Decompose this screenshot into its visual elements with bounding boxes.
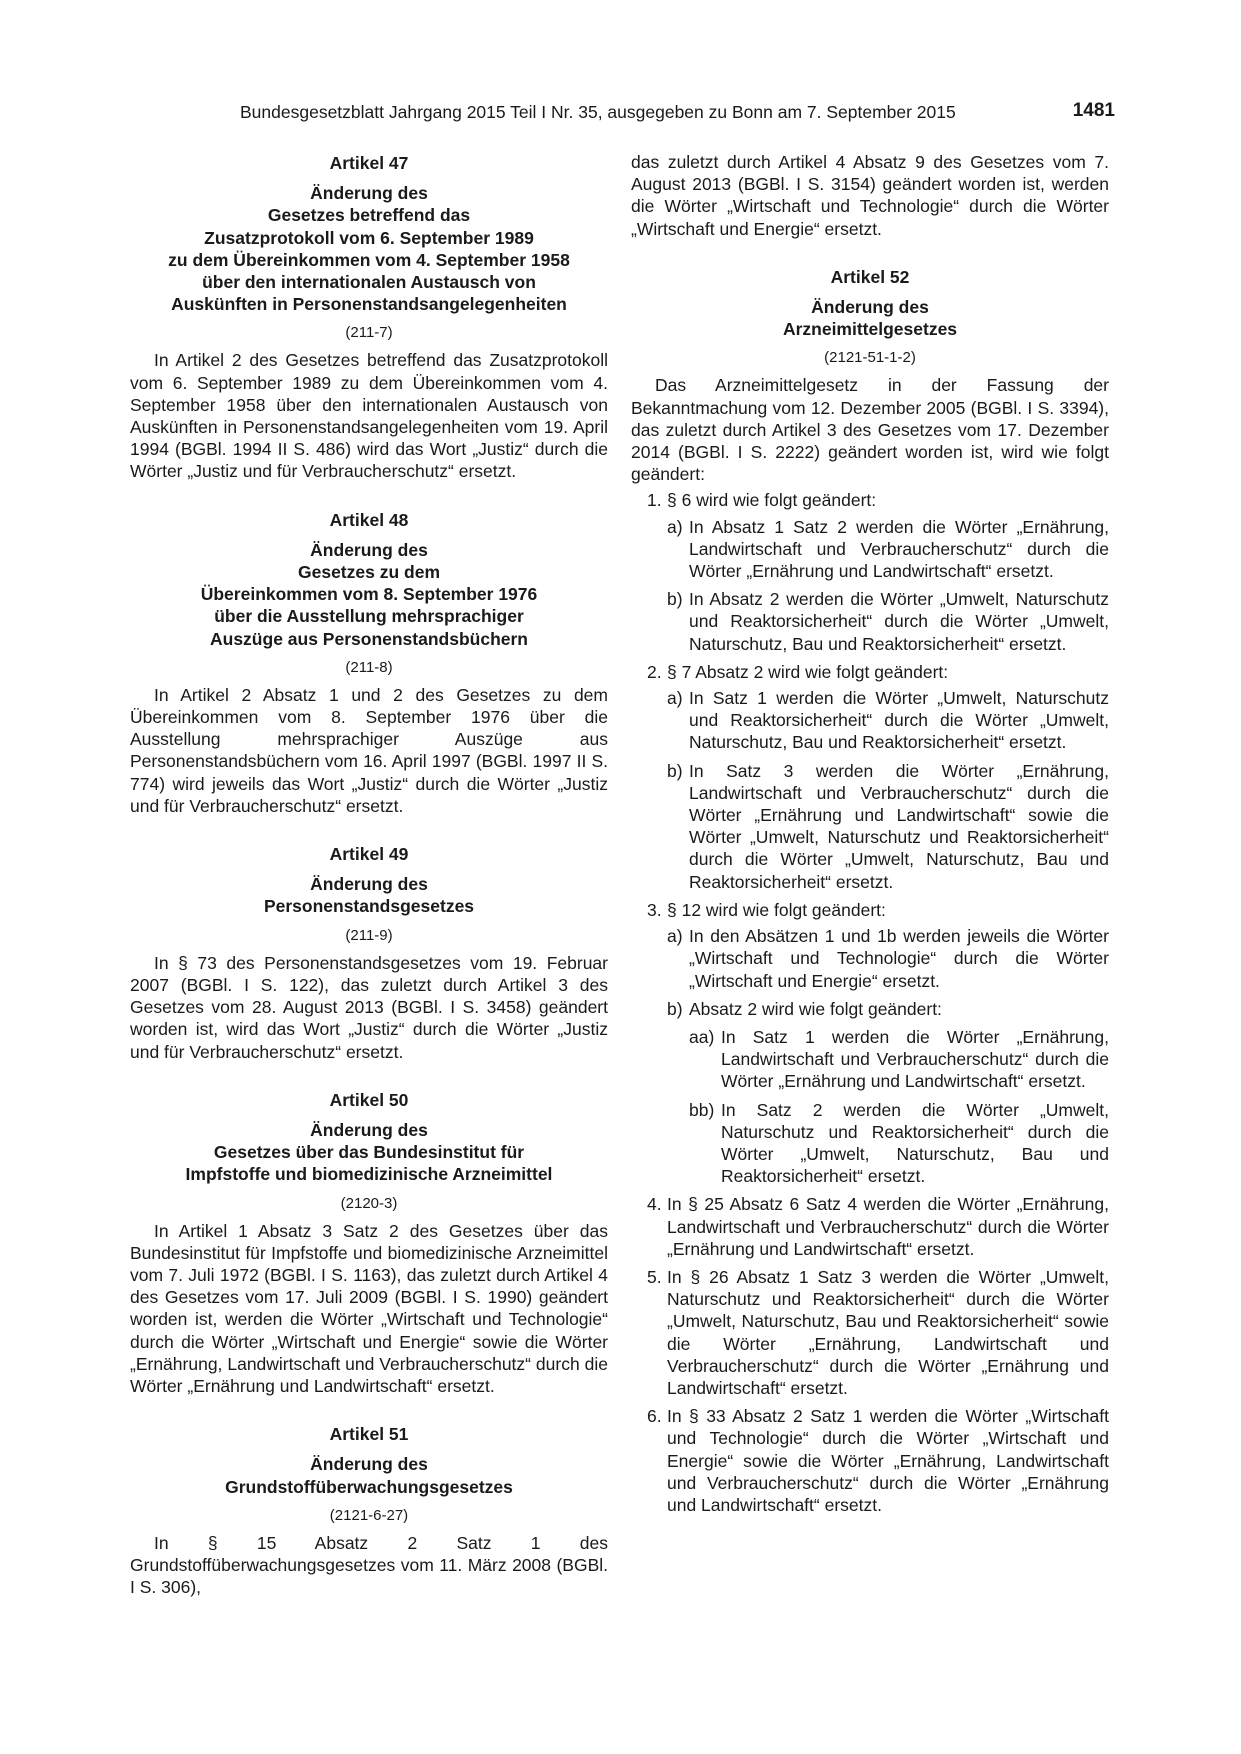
article-heading: Artikel 47 bbox=[329, 153, 409, 173]
title-line: Arzneimittelgesetzes bbox=[782, 319, 958, 340]
article-title bbox=[130, 182, 608, 315]
article-title bbox=[130, 1453, 608, 1497]
sub-item bbox=[631, 925, 1109, 992]
sub-sub-item-text: In Satz 1 werden die Wörter „Ernährung, Landwirtschaft und Verbraucherschutz“ durch die Wörter „Ernährung und Landwirtschaft“ ersetzt. bbox=[721, 1026, 1109, 1092]
classification-number: (211-8) bbox=[345, 658, 393, 676]
item-text: § 7 Absatz 2 wird wie folgt geändert: bbox=[667, 661, 949, 682]
title-line: Änderung des bbox=[811, 297, 929, 318]
list-item bbox=[631, 899, 1109, 1187]
title-line: Übereinkommen vom 8. September 1976 bbox=[200, 584, 538, 605]
title-line: zu dem Übereinkommen vom 4. September 1958 bbox=[168, 249, 570, 270]
title-line: Änderung des bbox=[310, 874, 428, 895]
article-title bbox=[130, 1119, 608, 1186]
sub-item-text: In Absatz 2 werden die Wörter „Umwelt, Naturschutz und Reaktorsicherheit“ durch die Wörter „Umwelt, Naturschutz, Bau und Reaktorsicherheit“ ersetzt. bbox=[689, 589, 1109, 654]
title-line: Grundstoffüberwachungsgesetzes bbox=[225, 1476, 513, 1497]
article-text: In Artikel 2 Absatz 1 und 2 des Gesetzes zu dem Übereinkommen vom 8. September 1976 über die Ausstellung mehrsprachiger Auszüge aus Personenstandsbüchern vom 16. April 1997 (BGBl. 1997 II S. 774) wird jeweils das Wort „Justiz“ durch die Wörter „Justiz und für Verbraucherschutz“ ersetzt. bbox=[130, 684, 608, 816]
sub-item-text: In Satz 3 werden die Wörter „Ernährung, Landwirtschaft und Verbraucherschutz“ durch die Wörter „Ernährung und Landwirtschaft“ sowie die Wörter „Umwelt, Naturschutz und Reaktorsicherheit“ durch die Wörter „Umwelt, Naturschutz, Bau und Reaktorsicherheit“ ersetzt. bbox=[689, 760, 1109, 892]
article-text: In § 73 des Personenstandsgesetzes vom 19. Februar 2007 (BGBl. I S. 122), das zuletzt durch Artikel 3 des Gesetzes vom 28. August 2013 (BGBl. I S. 3458) geändert worden ist, wird das Wort „Justiz“ durch die Wörter „Justiz und für Verbraucherschutz“ ersetzt. bbox=[130, 952, 608, 1062]
title-line: Änderung des bbox=[310, 1119, 428, 1140]
sub-item-text: In Absatz 1 Satz 2 werden die Wörter „Ernährung, Landwirtschaft und Verbraucherschutz“ durch die Wörter „Ernährung und Landwirtschaft“ ersetzt. bbox=[689, 516, 1109, 582]
article-51-continuation: das zuletzt durch Artikel 4 Absatz 9 des Gesetzes vom 7. August 2013 (BGBl. I S. 3154) geändert worden ist, werden die Wörter „Wirtschaft und Technologie“ durch die Wörter „Wirtschaft und Energie“ ersetzt. bbox=[631, 152, 1109, 239]
article-heading: Artikel 50 bbox=[329, 1089, 409, 1110]
sub-sub-item-marker: aa) bbox=[689, 1026, 715, 1047]
item-marker: 3. bbox=[647, 899, 662, 920]
article-title bbox=[130, 539, 608, 650]
sub-item-text: In Satz 1 werden die Wörter „Umwelt, Naturschutz und Reaktorsicherheit“ durch die Wörter „Umwelt, Naturschutz, Bau und Reaktorsicherheit“ ersetzt. bbox=[689, 688, 1109, 753]
title-line: Zusatzprotokoll vom 6. September 1989 bbox=[204, 227, 534, 248]
item-marker: 4. bbox=[647, 1194, 662, 1215]
sub-item bbox=[631, 588, 1109, 655]
sub-item bbox=[631, 760, 1109, 893]
title-line: Änderung des bbox=[310, 539, 428, 560]
article-48 bbox=[130, 509, 608, 817]
article-title bbox=[631, 296, 1109, 340]
article-heading: Artikel 51 bbox=[329, 1424, 409, 1445]
title-line: Auszüge aus Personenstandsbüchern bbox=[210, 628, 528, 649]
sub-sub-item bbox=[631, 1099, 1109, 1188]
amendment-list bbox=[631, 489, 1109, 1516]
item-text: § 6 wird wie folgt geändert: bbox=[667, 490, 877, 511]
sub-sub-item-marker: bb) bbox=[689, 1099, 715, 1120]
item-marker: 1. bbox=[647, 490, 662, 511]
title-line: Änderung des bbox=[310, 1454, 428, 1475]
title-line: Gesetzes zu dem bbox=[298, 562, 440, 583]
title-line: Auskünften in Personenstandsangelegenheiten bbox=[171, 294, 567, 315]
list-item bbox=[631, 661, 1109, 893]
article-text: In Artikel 1 Absatz 3 Satz 2 des Gesetzes über das Bundesinstitut für Impfstoffe und biomedizinische Arzneimittel vom 7. Juli 1972 (BGBl. I S. 1163), das zuletzt durch Artikel 4 des Gesetzes vom 17. Juli 2009 (BGBl. I S. 1990) geändert worden ist, werden die Wörter „Wirtschaft und Technologie“ durch die Wörter „Wirtschaft und Energie“ sowie die Wörter „Ernährung, Landwirtschaft und Verbraucherschutz“ durch die Wörter „Ernährung und Landwirtschaft“ ersetzt. bbox=[130, 1220, 608, 1396]
sub-item-marker: a) bbox=[667, 926, 683, 947]
list-item bbox=[631, 1193, 1109, 1260]
item-text: In § 25 Absatz 6 Satz 4 werden die Wörter „Ernährung, Landwirtschaft und Verbraucherschutz“ durch die Wörter „Ernährung und Landwirtschaft“ ersetzt. bbox=[667, 1194, 1109, 1259]
title-line: Änderung des bbox=[310, 183, 428, 204]
list-item bbox=[631, 1405, 1109, 1516]
article-title bbox=[130, 873, 608, 917]
classification-number: (211-7) bbox=[345, 324, 393, 342]
item-marker: 2. bbox=[647, 661, 662, 682]
classification-number: (2120-3) bbox=[340, 1194, 398, 1212]
article-52 bbox=[631, 266, 1109, 1516]
article-heading: Artikel 52 bbox=[830, 266, 910, 287]
item-text: In § 26 Absatz 1 Satz 3 werden die Wörter „Umwelt, Naturschutz und Reaktorsicherheit“ durch die Wörter „Umwelt, Naturschutz, Bau und Reaktorsicherheit“ sowie die Wörter „Ernährung, Landwirtschaft und Verbraucherschutz“ durch die Wörter „Ernährung und Landwirtschaft“ ersetzt. bbox=[667, 1266, 1109, 1398]
sub-item-marker: a) bbox=[667, 688, 683, 709]
classification-number: (2121-51-1-2) bbox=[824, 349, 916, 367]
sub-item-marker: b) bbox=[667, 998, 683, 1019]
title-line: Gesetzes betreffend das bbox=[267, 205, 471, 226]
running-head: Bundesgesetzblatt Jahrgang 2015 Teil I Nr. 35, ausgegeben zu Bonn am 7. September 2015 bbox=[240, 102, 956, 122]
article-49 bbox=[130, 843, 608, 1063]
sub-item-marker: a) bbox=[667, 516, 683, 537]
article-heading: Artikel 49 bbox=[329, 844, 409, 865]
list-item bbox=[631, 489, 1109, 654]
sub-item-text: Absatz 2 wird wie folgt geändert: bbox=[689, 998, 942, 1019]
title-line: über die Ausstellung mehrsprachiger bbox=[214, 606, 524, 627]
sub-item-text: In den Absätzen 1 und 1b werden jeweils die Wörter „Wirtschaft und Technologie“ durch die Wörter „Wirtschaft und Energie“ ersetzt. bbox=[689, 926, 1109, 991]
article-50 bbox=[130, 1089, 608, 1397]
article-47 bbox=[130, 152, 608, 483]
classification-number: (211-9) bbox=[345, 926, 393, 944]
page-number: 1481 bbox=[1072, 100, 1115, 121]
sub-item bbox=[631, 516, 1109, 583]
item-marker: 6. bbox=[647, 1406, 662, 1427]
title-line: Personenstandsgesetzes bbox=[263, 896, 475, 917]
classification-number: (2121-6-27) bbox=[329, 1506, 409, 1524]
article-text: In § 15 Absatz 2 Satz 1 des Grundstoffüberwachungsgesetzes vom 11. März 2008 (BGBl. I S. 306), bbox=[130, 1532, 608, 1598]
article-intro: Das Arzneimittelgesetz in der Fassung der Bekanntmachung vom 12. Dezember 2005 (BGBl. I S. 3394), das zuletzt durch Artikel 3 des Gesetzes vom 17. Dezember 2014 (BGBl. I S. 2222) geändert worden ist, wird wie folgt geändert: bbox=[631, 375, 1109, 485]
title-line: Impfstoffe und biomedizinische Arzneimittel bbox=[185, 1164, 553, 1185]
sub-item bbox=[631, 687, 1109, 754]
sub-item bbox=[631, 998, 1109, 1020]
sub-item-marker: b) bbox=[667, 760, 683, 781]
sub-sub-item-text: In Satz 2 werden die Wörter „Umwelt, Naturschutz und Reaktorsicherheit“ durch die Wörter „Umwelt, Naturschutz, Bau und Reaktorsicherheit“ ersetzt. bbox=[721, 1099, 1109, 1187]
sub-sub-item bbox=[631, 1026, 1109, 1093]
item-text: In § 33 Absatz 2 Satz 1 werden die Wörter „Wirtschaft und Technologie“ durch die Wörter „Wirtschaft und Energie“ sowie die Wörter „Ernährung, Landwirtschaft und Verbraucherschutz“ durch die Wörter „Ernährung und Landwirtschaft“ ersetzt. bbox=[667, 1406, 1109, 1515]
item-marker: 5. bbox=[647, 1266, 662, 1287]
article-51 bbox=[130, 1423, 608, 1598]
right-column bbox=[631, 151, 1109, 1542]
item-text: § 12 wird wie folgt geändert: bbox=[667, 899, 886, 920]
sub-item-marker: b) bbox=[667, 589, 683, 610]
list-item bbox=[631, 1266, 1109, 1399]
article-heading: Artikel 48 bbox=[329, 509, 409, 530]
title-line: Gesetzes über das Bundesinstitut für bbox=[213, 1142, 525, 1163]
title-line: über den internationalen Austausch von bbox=[202, 272, 536, 293]
article-text: In Artikel 2 des Gesetzes betreffend das Zusatzprotokoll vom 6. September 1989 zu dem Übereinkommen vom 4. September 1958 über den internationalen Austausch von Auskünften in Personenstandsangelegenheiten vom 19. April 1994 (BGBl. 1994 II S. 486) wird das Wort „Justiz“ durch die Wörter „Justiz und für Verbraucherschutz“ ersetzt. bbox=[130, 350, 608, 482]
left-column bbox=[130, 152, 608, 1624]
